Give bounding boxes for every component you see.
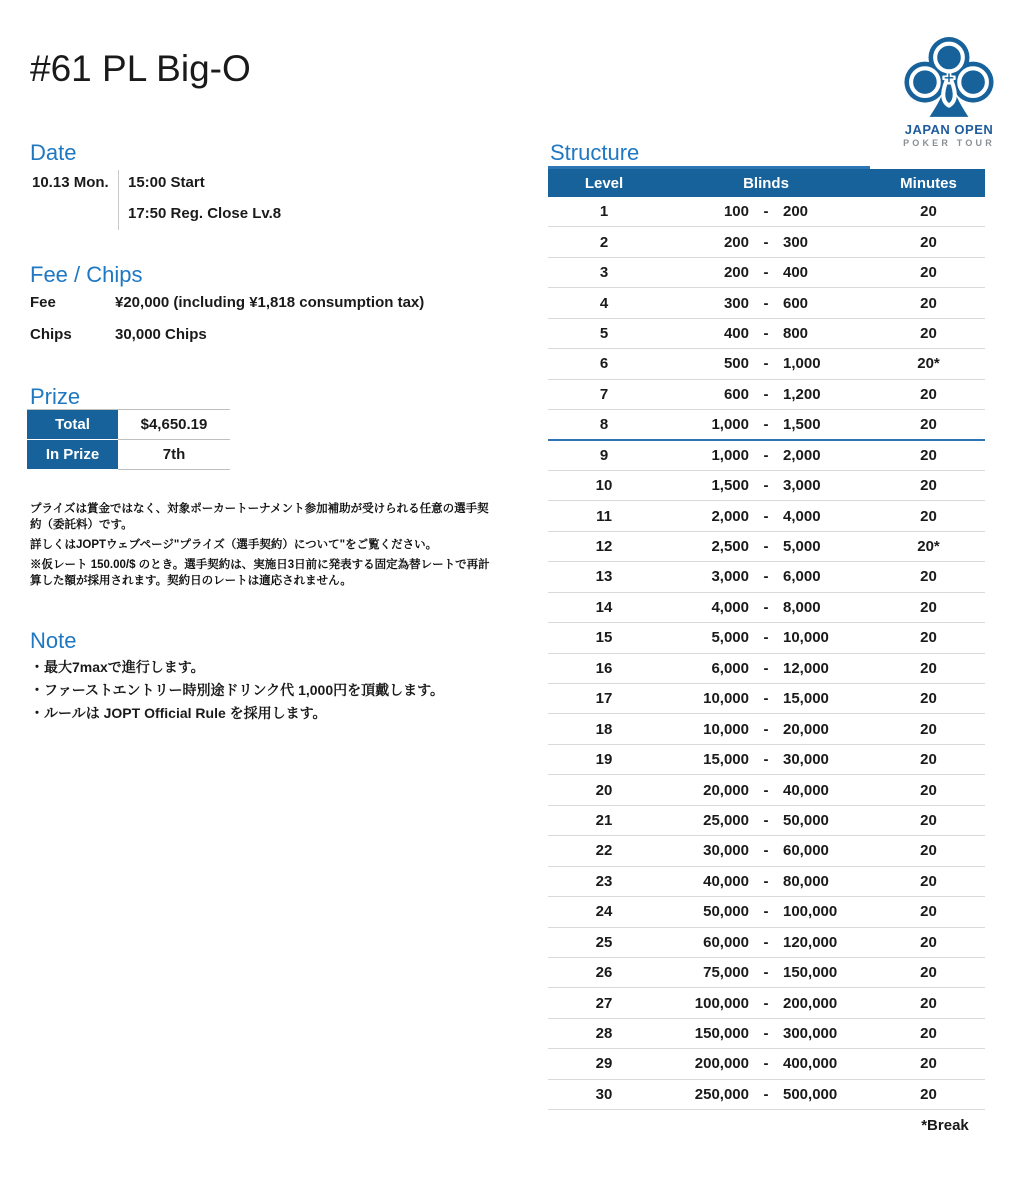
level-cell: 19	[595, 751, 613, 769]
big-blind-value: 50,000	[783, 811, 829, 829]
big-blind-value: 8,000	[783, 598, 821, 616]
minutes-cell: 20	[920, 446, 937, 464]
date-value: 10.13 Mon.	[32, 174, 109, 191]
level-cell: 9	[599, 446, 609, 464]
structure-row	[548, 897, 985, 927]
minutes-cell: 20	[920, 1025, 937, 1043]
small-blind-value: 1,000	[711, 415, 749, 433]
blinds-cell	[660, 660, 872, 677]
minutes-cell: 20	[920, 598, 937, 616]
blinds-cell	[660, 203, 872, 220]
small-blind-value: 200	[723, 264, 749, 282]
big-blind-value: 600	[783, 294, 809, 312]
big-blind-value: 40,000	[783, 781, 829, 799]
structure-row	[548, 410, 985, 440]
prize-heading: Prize	[30, 384, 81, 409]
blinds-cell	[660, 599, 872, 616]
prize-row	[27, 410, 230, 440]
blinds-cell	[660, 812, 872, 829]
blinds-dash: -	[763, 964, 769, 982]
disclaimer-line: 詳しくはJOPTウェブページ"プライズ（選手契約）について"をご覧ください。	[30, 539, 438, 551]
minutes-cell: 20	[920, 264, 937, 282]
level-cell: 14	[595, 598, 613, 616]
big-blind-value: 100,000	[783, 903, 838, 921]
small-blind-value: 3,000	[711, 568, 749, 586]
blinds-dash: -	[763, 203, 769, 221]
blinds-cell	[660, 903, 872, 920]
fee-chips-value: 30,000 Chips	[115, 326, 207, 343]
club-drop-icon	[897, 36, 1001, 120]
minutes-cell: 20	[920, 994, 937, 1012]
small-blind-value: 50,000	[703, 903, 749, 921]
minutes-cell: 20	[920, 659, 937, 677]
prize-row	[27, 440, 230, 470]
big-blind-value: 400	[783, 264, 809, 282]
big-blind-value: 3,000	[783, 477, 821, 495]
blinds-cell	[660, 690, 872, 707]
minutes-cell: 20	[920, 203, 937, 221]
blinds-dash: -	[763, 233, 769, 251]
big-blind-value: 200	[783, 203, 809, 221]
blinds-cell	[660, 1086, 872, 1103]
structure-row	[548, 654, 985, 684]
small-blind-value: 100,000	[694, 994, 749, 1012]
note-heading: Note	[30, 628, 77, 653]
big-blind-value: 1,200	[783, 385, 821, 403]
structure-row	[548, 288, 985, 318]
level-cell: 3	[599, 264, 609, 282]
level-cell: 4	[599, 294, 609, 312]
blinds-dash: -	[763, 477, 769, 495]
blinds-cell	[660, 416, 872, 433]
date-heading: Date	[30, 140, 77, 165]
page-title: #61 PL Big-O	[30, 48, 251, 89]
minutes-cell: 20	[920, 1055, 937, 1073]
big-blind-value: 300,000	[783, 1025, 838, 1043]
structure-row	[548, 441, 985, 471]
blinds-dash: -	[763, 264, 769, 282]
big-blind-value: 500,000	[783, 1085, 838, 1103]
structure-row	[548, 1080, 985, 1110]
structure-row	[548, 471, 985, 501]
blinds-dash: -	[763, 385, 769, 403]
big-blind-value: 2,000	[783, 446, 821, 464]
minutes-cell: 20	[920, 415, 937, 433]
level-cell: 21	[595, 811, 613, 829]
small-blind-value: 60,000	[703, 933, 749, 951]
blinds-dash: -	[763, 872, 769, 890]
structure-table	[548, 169, 985, 1110]
blinds-cell	[660, 325, 872, 342]
structure-row	[548, 623, 985, 653]
column-header-level: Level	[584, 174, 624, 192]
blinds-cell	[660, 386, 872, 403]
blinds-dash: -	[763, 415, 769, 433]
small-blind-value: 15,000	[703, 751, 749, 769]
small-blind-value: 500	[723, 355, 749, 373]
small-blind-value: 10,000	[703, 690, 749, 708]
blinds-dash: -	[763, 903, 769, 921]
structure-table-header	[548, 169, 985, 197]
blinds-cell	[660, 721, 872, 738]
minutes-cell: 20	[920, 233, 937, 251]
blinds-dash: -	[763, 842, 769, 860]
big-blind-value: 4,000	[783, 507, 821, 525]
blinds-dash: -	[763, 324, 769, 342]
blinds-dash: -	[763, 568, 769, 586]
date-times	[128, 174, 281, 236]
level-cell: 1	[599, 203, 609, 221]
date-time-line: 15:00 Start	[128, 174, 205, 191]
blinds-dash: -	[763, 751, 769, 769]
date-time-line: 17:50 Reg. Close Lv.8	[128, 205, 282, 222]
structure-row	[548, 319, 985, 349]
level-cell: 28	[595, 1025, 613, 1043]
minutes-cell: 20*	[917, 355, 940, 373]
minutes-cell: 20	[920, 872, 937, 890]
level-cell: 30	[595, 1085, 613, 1103]
level-cell: 18	[595, 720, 613, 738]
blinds-cell	[660, 1025, 872, 1042]
blinds-dash: -	[763, 538, 769, 556]
level-cell: 6	[599, 355, 609, 373]
small-blind-value: 400	[723, 324, 749, 342]
structure-heading: Structure	[550, 140, 640, 165]
minutes-cell: 20	[920, 811, 937, 829]
blinds-dash: -	[763, 690, 769, 708]
small-blind-value: 600	[723, 385, 749, 403]
big-blind-value: 800	[783, 324, 809, 342]
minutes-cell: 20	[920, 690, 937, 708]
small-blind-value: 150,000	[694, 1025, 749, 1043]
big-blind-value: 1,500	[783, 415, 821, 433]
small-blind-value: 100	[723, 203, 749, 221]
blinds-dash: -	[763, 1055, 769, 1073]
blinds-cell	[660, 264, 872, 281]
level-cell: 10	[595, 477, 613, 495]
small-blind-value: 1,500	[711, 477, 749, 495]
structure-row	[548, 867, 985, 897]
blinds-cell	[660, 964, 872, 981]
blinds-dash: -	[763, 811, 769, 829]
small-blind-value: 200,000	[694, 1055, 749, 1073]
minutes-cell: 20	[920, 781, 937, 799]
blinds-cell	[660, 782, 872, 799]
blinds-dash: -	[763, 629, 769, 647]
blinds-dash: -	[763, 355, 769, 373]
level-cell: 24	[595, 903, 613, 921]
level-cell: 20	[595, 781, 613, 799]
prize-row-label: Total	[27, 410, 118, 440]
structure-row	[548, 684, 985, 714]
fee-chips-heading: Fee / Chips	[30, 262, 143, 287]
disclaimer-line: ※仮レート 150.00/$ のとき。選手契約は、実施日3日前に発表する固定為替レートで再計算した額が採用されます。契約日のレートは適応されません。	[30, 559, 490, 587]
fee-chips-rows	[30, 294, 500, 358]
minutes-cell: 20	[920, 294, 937, 312]
minutes-cell: 20	[920, 568, 937, 586]
big-blind-value: 30,000	[783, 751, 829, 769]
note-item: ・ファーストエントリー時別途ドリンク代 1,000円を頂戴します。	[30, 682, 444, 698]
structure-row	[548, 562, 985, 592]
minutes-cell: 20	[920, 1085, 937, 1103]
blinds-cell	[660, 447, 872, 464]
blinds-cell	[660, 934, 872, 951]
structure-row	[548, 775, 985, 805]
level-cell: 22	[595, 842, 613, 860]
blinds-dash: -	[763, 659, 769, 677]
level-cell: 25	[595, 933, 613, 951]
small-blind-value: 2,000	[711, 507, 749, 525]
big-blind-value: 12,000	[783, 659, 829, 677]
blinds-cell	[660, 538, 872, 555]
big-blind-value: 200,000	[783, 994, 838, 1012]
blinds-cell	[660, 355, 872, 372]
blinds-dash: -	[763, 933, 769, 951]
big-blind-value: 300	[783, 233, 809, 251]
big-blind-value: 15,000	[783, 690, 829, 708]
blinds-dash: -	[763, 1025, 769, 1043]
blinds-cell	[660, 842, 872, 859]
structure-row	[548, 988, 985, 1018]
level-cell: 15	[595, 629, 613, 647]
blinds-dash: -	[763, 720, 769, 738]
minutes-cell: 20	[920, 629, 937, 647]
column-header-minutes: Minutes	[900, 174, 957, 192]
structure-row	[548, 806, 985, 836]
blinds-cell	[660, 995, 872, 1012]
prize-row-value: $4,650.19	[118, 410, 230, 440]
level-cell: 8	[599, 415, 609, 433]
minutes-cell: 20	[920, 385, 937, 403]
small-blind-value: 75,000	[703, 964, 749, 982]
blinds-cell	[660, 295, 872, 312]
structure-row	[548, 836, 985, 866]
structure-row	[548, 714, 985, 744]
small-blind-value: 1,000	[711, 446, 749, 464]
structure-row	[548, 1019, 985, 1049]
level-cell: 12	[595, 538, 613, 556]
small-blind-value: 250,000	[694, 1085, 749, 1103]
structure-table-body	[548, 197, 985, 1110]
note-item: ・最大7maxで進行します。	[30, 659, 205, 675]
blinds-cell	[660, 234, 872, 251]
structure-row	[548, 501, 985, 531]
level-cell: 29	[595, 1055, 613, 1073]
big-blind-value: 80,000	[783, 872, 829, 890]
big-blind-value: 10,000	[783, 629, 829, 647]
level-cell: 27	[595, 994, 613, 1012]
level-cell: 16	[595, 659, 613, 677]
prize-row-value: 7th	[118, 440, 230, 470]
small-blind-value: 30,000	[703, 842, 749, 860]
fee-chips-row	[30, 294, 500, 326]
prize-row-label: In Prize	[27, 440, 118, 470]
blinds-dash: -	[763, 446, 769, 464]
blinds-cell	[660, 508, 872, 525]
structure-row	[548, 258, 985, 288]
minutes-cell: 20	[920, 964, 937, 982]
small-blind-value: 2,500	[711, 538, 749, 556]
small-blind-value: 300	[723, 294, 749, 312]
structure-row	[548, 1049, 985, 1079]
blinds-cell	[660, 629, 872, 646]
minutes-cell: 20	[920, 903, 937, 921]
blinds-dash: -	[763, 1085, 769, 1103]
structure-row	[548, 745, 985, 775]
big-blind-value: 120,000	[783, 933, 838, 951]
blinds-cell	[660, 477, 872, 494]
small-blind-value: 6,000	[711, 659, 749, 677]
structure-row	[548, 349, 985, 379]
minutes-cell: 20	[920, 324, 937, 342]
level-cell: 7	[599, 385, 609, 403]
level-cell: 11	[596, 507, 612, 525]
prize-table	[27, 409, 230, 470]
small-blind-value: 10,000	[703, 720, 749, 738]
blinds-cell	[660, 1055, 872, 1072]
level-cell: 26	[595, 964, 613, 982]
big-blind-value: 150,000	[783, 964, 838, 982]
fee-chips-label: Chips	[30, 326, 72, 343]
small-blind-value: 40,000	[703, 872, 749, 890]
structure-row	[548, 380, 985, 410]
jopt-logo	[893, 36, 1005, 148]
level-cell: 5	[599, 324, 609, 342]
small-blind-value: 4,000	[711, 598, 749, 616]
note-item: ・ルールは JOPT Official Rule を採用します。	[30, 705, 327, 721]
small-blind-value: 200	[723, 233, 749, 251]
minutes-cell: 20	[920, 507, 937, 525]
logo-text-japan-open: JAPAN OPEN	[904, 122, 994, 137]
logo-text-poker-tour: POKER TOUR	[903, 138, 995, 148]
small-blind-value: 20,000	[703, 781, 749, 799]
fee-chips-value: ¥20,000 (including ¥1,818 consumption tax)	[115, 294, 425, 311]
structure-row	[548, 197, 985, 227]
minutes-cell: 20	[920, 751, 937, 769]
blinds-cell	[660, 873, 872, 890]
blinds-cell	[660, 568, 872, 585]
date-divider	[118, 170, 119, 230]
blinds-cell	[660, 751, 872, 768]
fee-chips-row	[30, 326, 500, 358]
minutes-cell: 20	[920, 477, 937, 495]
note-list	[30, 656, 510, 725]
level-cell: 13	[595, 568, 613, 586]
structure-row	[548, 928, 985, 958]
prize-disclaimer	[30, 501, 498, 593]
blinds-dash: -	[763, 781, 769, 799]
big-blind-value: 5,000	[783, 538, 821, 556]
small-blind-value: 25,000	[703, 811, 749, 829]
big-blind-value: 60,000	[783, 842, 829, 860]
small-blind-value: 5,000	[711, 629, 749, 647]
level-cell: 17	[595, 690, 613, 708]
big-blind-value: 1,000	[783, 355, 821, 373]
column-header-blinds: Blinds	[743, 174, 789, 192]
minutes-cell: 20*	[917, 538, 940, 556]
structure-row	[548, 593, 985, 623]
structure-row	[548, 227, 985, 257]
break-footnote: *Break	[921, 1117, 969, 1134]
minutes-cell: 20	[920, 842, 937, 860]
minutes-cell: 20	[920, 720, 937, 738]
structure-row	[548, 958, 985, 988]
fee-chips-label: Fee	[30, 294, 56, 311]
big-blind-value: 6,000	[783, 568, 821, 586]
blinds-dash: -	[763, 294, 769, 312]
big-blind-value: 400,000	[783, 1055, 838, 1073]
blinds-dash: -	[763, 507, 769, 525]
disclaimer-line: プライズは賞金ではなく、対象ポーカートーナメント参加補助が受けられる任意の選手契約（委託料）です。	[30, 503, 489, 531]
blinds-dash: -	[763, 598, 769, 616]
minutes-cell: 20	[920, 933, 937, 951]
big-blind-value: 20,000	[783, 720, 829, 738]
blinds-dash: -	[763, 994, 769, 1012]
level-cell: 2	[599, 233, 609, 251]
structure-row	[548, 532, 985, 562]
level-cell: 23	[595, 872, 613, 890]
